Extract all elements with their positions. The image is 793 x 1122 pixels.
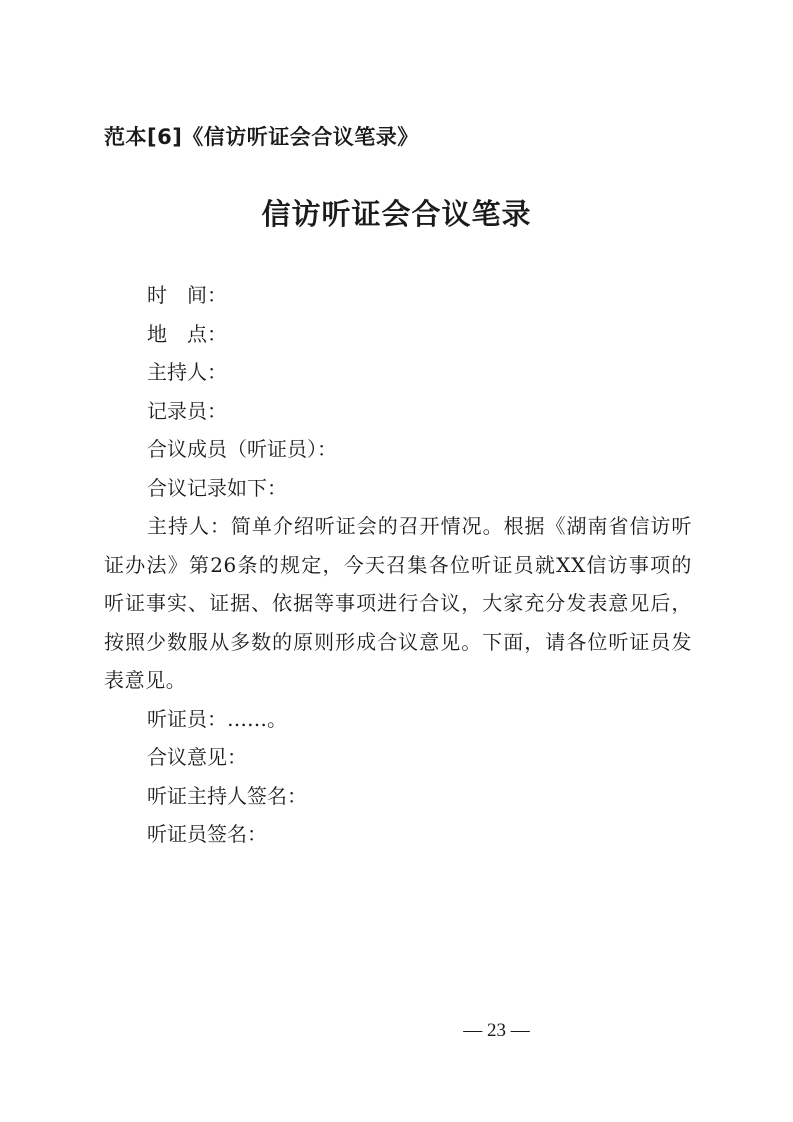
record-body bbox=[104, 276, 692, 854]
field-location: 地 点： bbox=[147, 321, 227, 346]
document-title: 信访听证会合议笔录 bbox=[261, 197, 532, 231]
sample-heading: 范本[6]《信访听证会合议笔录》 bbox=[104, 125, 419, 149]
field-time: 时 间： bbox=[147, 283, 227, 307]
field-host: 主持人： bbox=[147, 360, 227, 384]
officer-signature-line: 听证员签名： bbox=[147, 822, 267, 846]
deliberation-opinion-line: 合议意见： bbox=[147, 745, 247, 769]
host-statement-paragraph: 主持人：简单介绍听证会的召开情况。根据《湖南省信访听证办法》第26条的规定，今天召集各位听证员就XX信访事项的听证事实、证据、依据等事项进行合议，大家充分发表意见后，按照少数服从多数的原则形成合议意见。下面，请各位听证员发表意见。 bbox=[104, 514, 692, 692]
field-record-intro: 合议记录如下： bbox=[147, 475, 287, 500]
host-signature-line: 听证主持人签名： bbox=[147, 783, 307, 808]
hearing-officer-line: 听证员：……。 bbox=[147, 706, 287, 731]
field-recorder: 记录员： bbox=[147, 398, 227, 423]
field-members: 合议成员（听证员）： bbox=[147, 437, 337, 461]
page-number: — 23 — bbox=[463, 1020, 530, 1041]
